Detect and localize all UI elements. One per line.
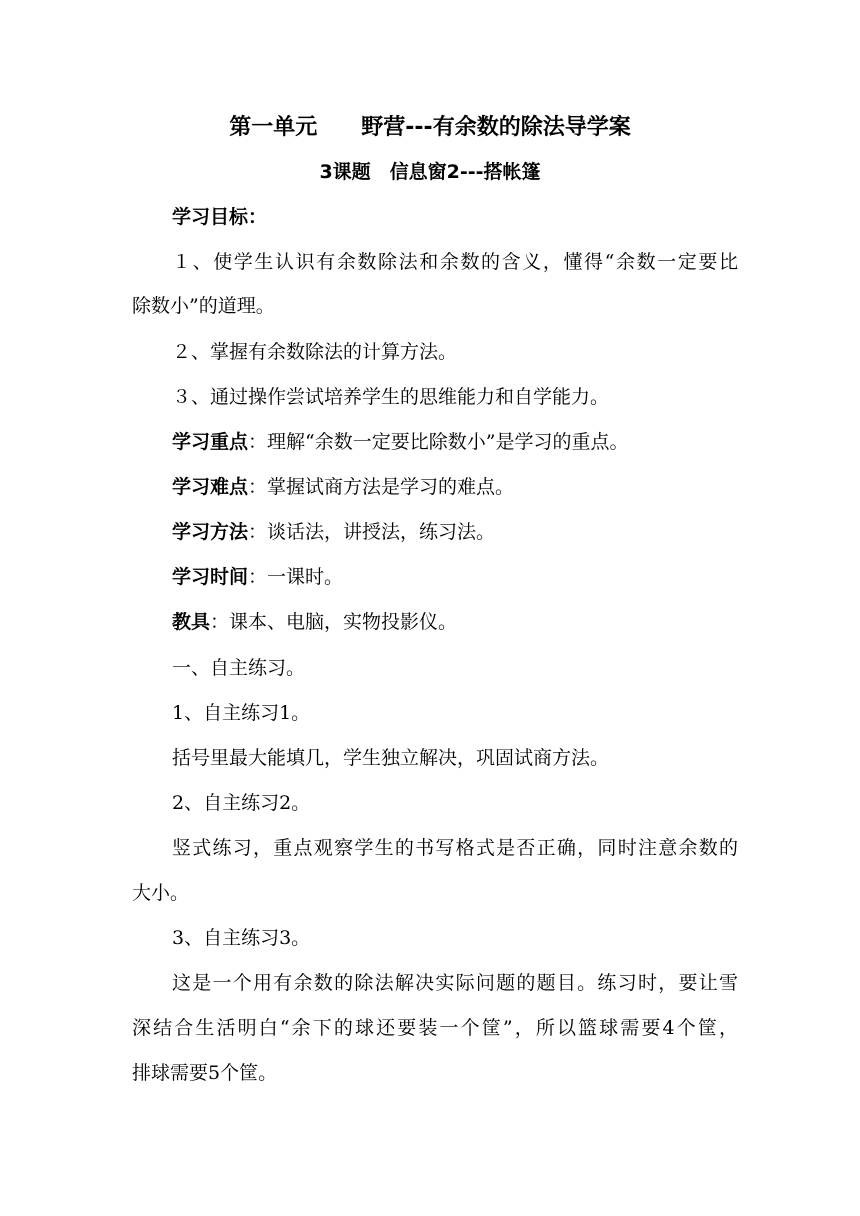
exercise-3-title: 3、自主练习3。: [172, 927, 311, 949]
goals-label: 学习目标：: [172, 206, 268, 228]
goal-item-1-line-2: 除数小”的道理。: [132, 295, 275, 317]
exercise-3-line-1: 这是一个用有余数的除法解决实际问题的题目。练习时，要让雪: [172, 972, 738, 994]
time: [172, 563, 738, 591]
exercise-1-title: 1、自主练习1。: [172, 702, 311, 724]
exercise-3-line-3: 排球需要5个筐。: [132, 1062, 278, 1084]
exercise-2-title: 2、自主练习2。: [172, 792, 311, 814]
exercise-2-line-1: 竖式练习，重点观察学生的书写格式是否正确，同时注意余数的: [172, 837, 738, 859]
method-label: 学习方法: [172, 521, 249, 543]
tools-label: 教具: [172, 611, 211, 633]
time-label: 学习时间: [172, 566, 249, 588]
method: [172, 518, 738, 546]
goal-item-1-line-1: １、使学生认识有余数除法和余数的含义，懂得“余数一定要比: [172, 251, 738, 273]
difficulty-label: 学习难点: [172, 476, 249, 498]
difficulty-text: ：掌握试商方法是学习的难点。: [248, 476, 515, 498]
exercise-3-line-2: 深结合生活明白“余下的球还要装一个筐”，所以篮球需要4个筐，: [132, 1017, 738, 1039]
tools: [172, 608, 738, 636]
difficulty: [172, 473, 738, 501]
exercise-2-line-2: 大小。: [132, 882, 190, 904]
goal-item-3: ３、通过操作尝试培养学生的思维能力和自学能力。: [172, 386, 610, 408]
exercise-1-text: 括号里最大能填几，学生独立解决，巩固试商方法。: [172, 747, 610, 769]
key-point-label: 学习重点: [172, 431, 249, 453]
method-text: ：谈话法，讲授法，练习法。: [248, 521, 496, 543]
document-subtitle: 3课题 信息窗2---搭帐篷: [319, 161, 541, 183]
time-text: ：一课时。: [248, 566, 344, 588]
section-1-heading: 一、自主练习。: [172, 657, 306, 679]
tools-text: ：课本、电脑，实物投影仪。: [210, 611, 458, 633]
key-point-text: ：理解“余数一定要比除数小”是学习的重点。: [248, 431, 629, 453]
document-title: 第一单元 野营---有余数的除法导学案: [229, 115, 631, 140]
key-point: [172, 428, 738, 456]
goal-item-2: ２、掌握有余数除法的计算方法。: [172, 341, 458, 363]
